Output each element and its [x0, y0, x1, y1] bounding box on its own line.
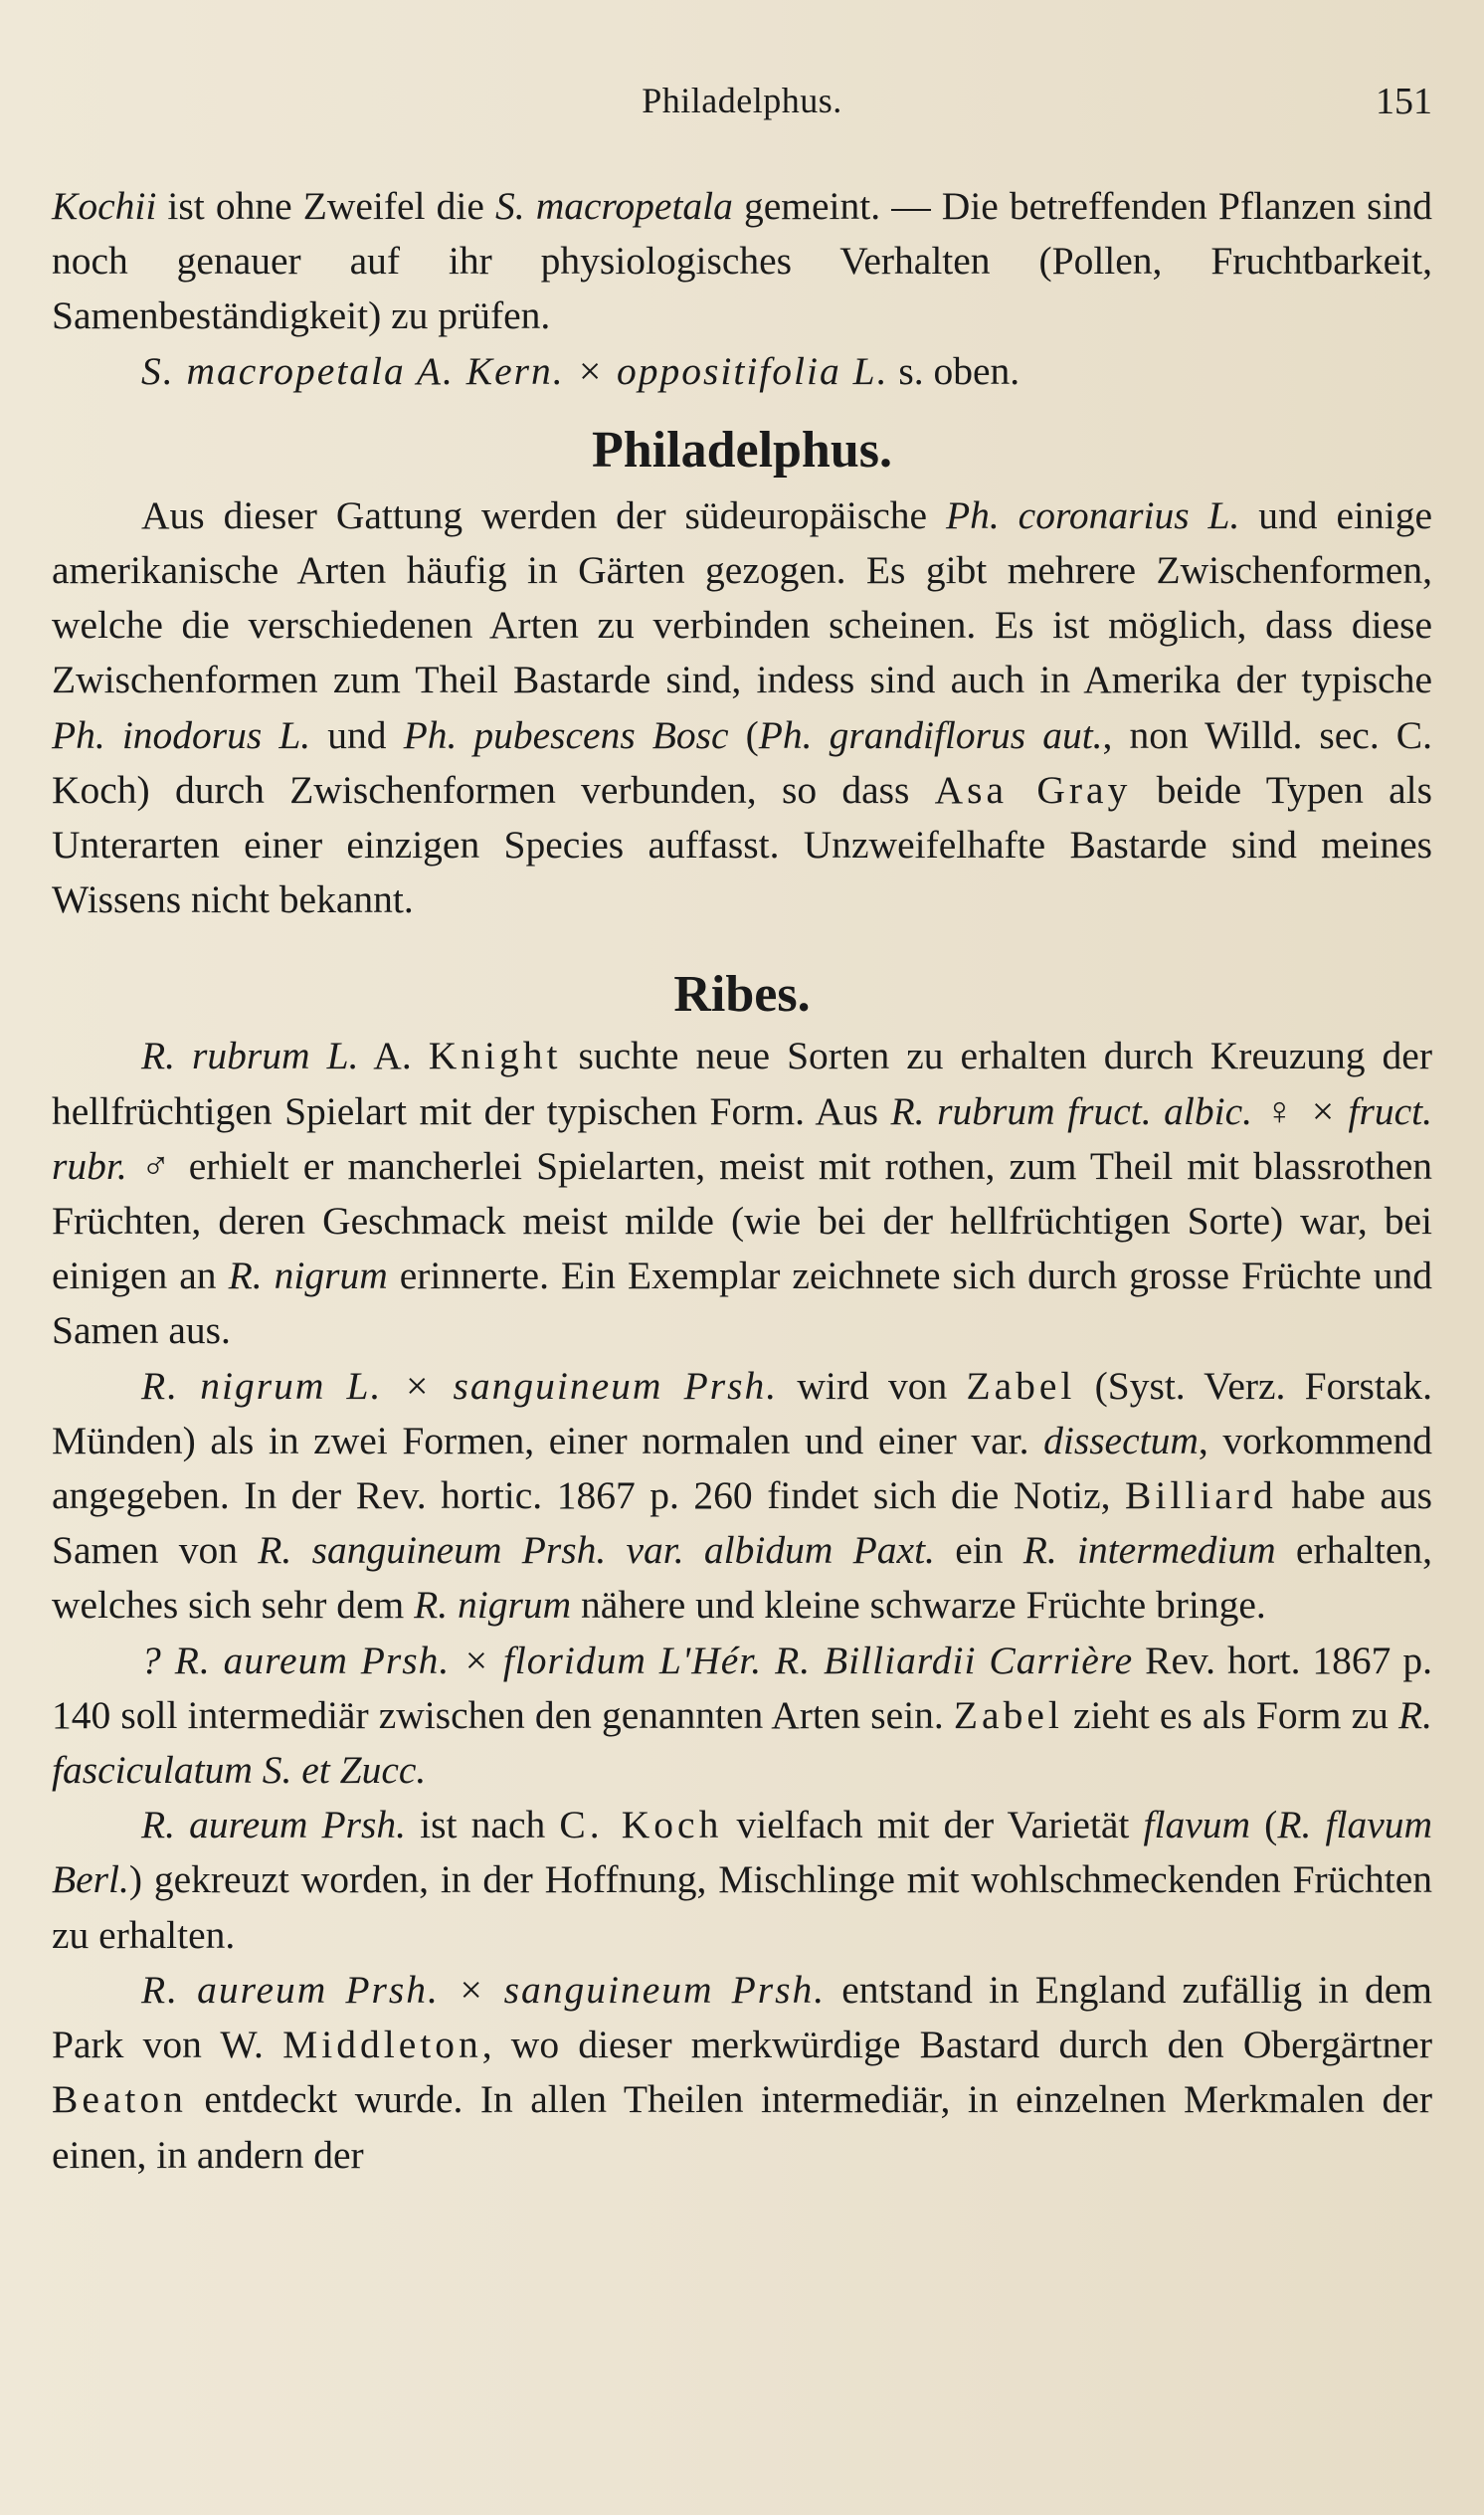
paragraph-ribes-aureum-floridum: ? R. aureum Prsh. × floridum L'Hér. R. Billiardii Carrière Rev. hort. 1867 p. 140 soll intermediär zwischen den genannten Arten sein. Zabel zieht es als Form zu R. fasciculatum S. et Zucc.	[52, 1638, 1432, 1793]
paragraph-ribes-aureum: R. aureum Prsh. ist nach C. Koch vielfach mit der Varietät flavum (R. flavum Berl.) gekreuzt worden, in der Hoffnung, Mischlinge mit wohlschmeckenden Früchten zu erhalten.	[52, 1803, 1433, 1957]
paragraph-saxifraga-kochii: Kochii ist ohne Zweifel die S. macropetala gemeint. — Die betreffenden Pflanzen sind noch genauer auf ihr physiologisches Verhalten (Pollen, Fruchtbarkeit, Samenbeständigkeit) zu prüfen.	[52, 184, 1432, 338]
page-body	[52, 179, 1432, 2183]
section-heading-philadelphus: Philadelphus.	[591, 421, 893, 479]
paragraph-ribes-nigrum-sanguineum: R. nigrum L. × sanguineum Prsh. wird von Zabel (Syst. Verz. Forstak. Münden) als in zwei Formen, einer normalen und einer var. dissectum, vorkommend angegeben. In der Rev. hortic. 1867 p. 260 findet sich die Notiz, Billiard habe aus Samen von R. sanguineum Prsh. var. albidum Paxt. ein R. intermedium erhalten, welches sich sehr dem R. nigrum nähere und kleine schwarze Früchte bringe.	[52, 1363, 1433, 1628]
paragraph-philadelphus: Aus dieser Gattung werden der südeuropäische Ph. coronarius L. und einige amerikanische Arten häufig in Gärten gezogen. Es gibt mehrere Zwischenformen, welche die verschiedenen Arten zu verbinden scheinen. Es ist möglich, dass diese Zwischenformen zum Theil Bastarde sind, indess sind auch in Amerika der typische Ph. inodorus L. und Ph. pubescens Bosc (Ph. grandiflorus aut., non Willd. sec. C. Koch) durch Zwischenformen verbunden, so dass Asa Gray beide Typen als Unterarten einer einzigen Species auffasst. Unzweifelhafte Bastarde sind meines Wissens nicht bekannt.	[52, 492, 1432, 922]
paragraph-ribes-rubrum: R. rubrum L. A. Knight suchte neue Sorten zu erhalten durch Kreuzung der hellfrüchtigen Spielart mit der typischen Form. Aus R. rubrum fruct. albic. ♀ × fruct. rubr. ♂ erhielt er mancherlei Spielarten, meist mit rothen, zum Theil mit blassrothen Früchten, deren Geschmack meist milde (wie bei der hellfrüchtigen Sorte) war, bei einigen an R. nigrum erinnerte. Ein Exemplar zeichnete sich durch grosse Früchte und Samen aus.	[52, 1034, 1432, 1353]
running-title: Philadelphus.	[642, 81, 842, 120]
paragraph-ribes-aureum-sanguineum: R. aureum Prsh. × sanguineum Prsh. entstand in England zufällig in dem Park von W. Middleton, wo dieser merkwürdige Bastard durch den Obergärtner Beaton entdeckt wurde. In allen Theilen intermediär, in einzelnen Merkmalen der einen, in andern der	[52, 1967, 1432, 2177]
page-number: 151	[1376, 81, 1432, 122]
section-heading-ribes: Ribes.	[673, 966, 811, 1024]
paragraph-saxifraga-macropetala: S. macropetala A. Kern. × oppositifolia L. s. oben.	[141, 348, 1020, 393]
